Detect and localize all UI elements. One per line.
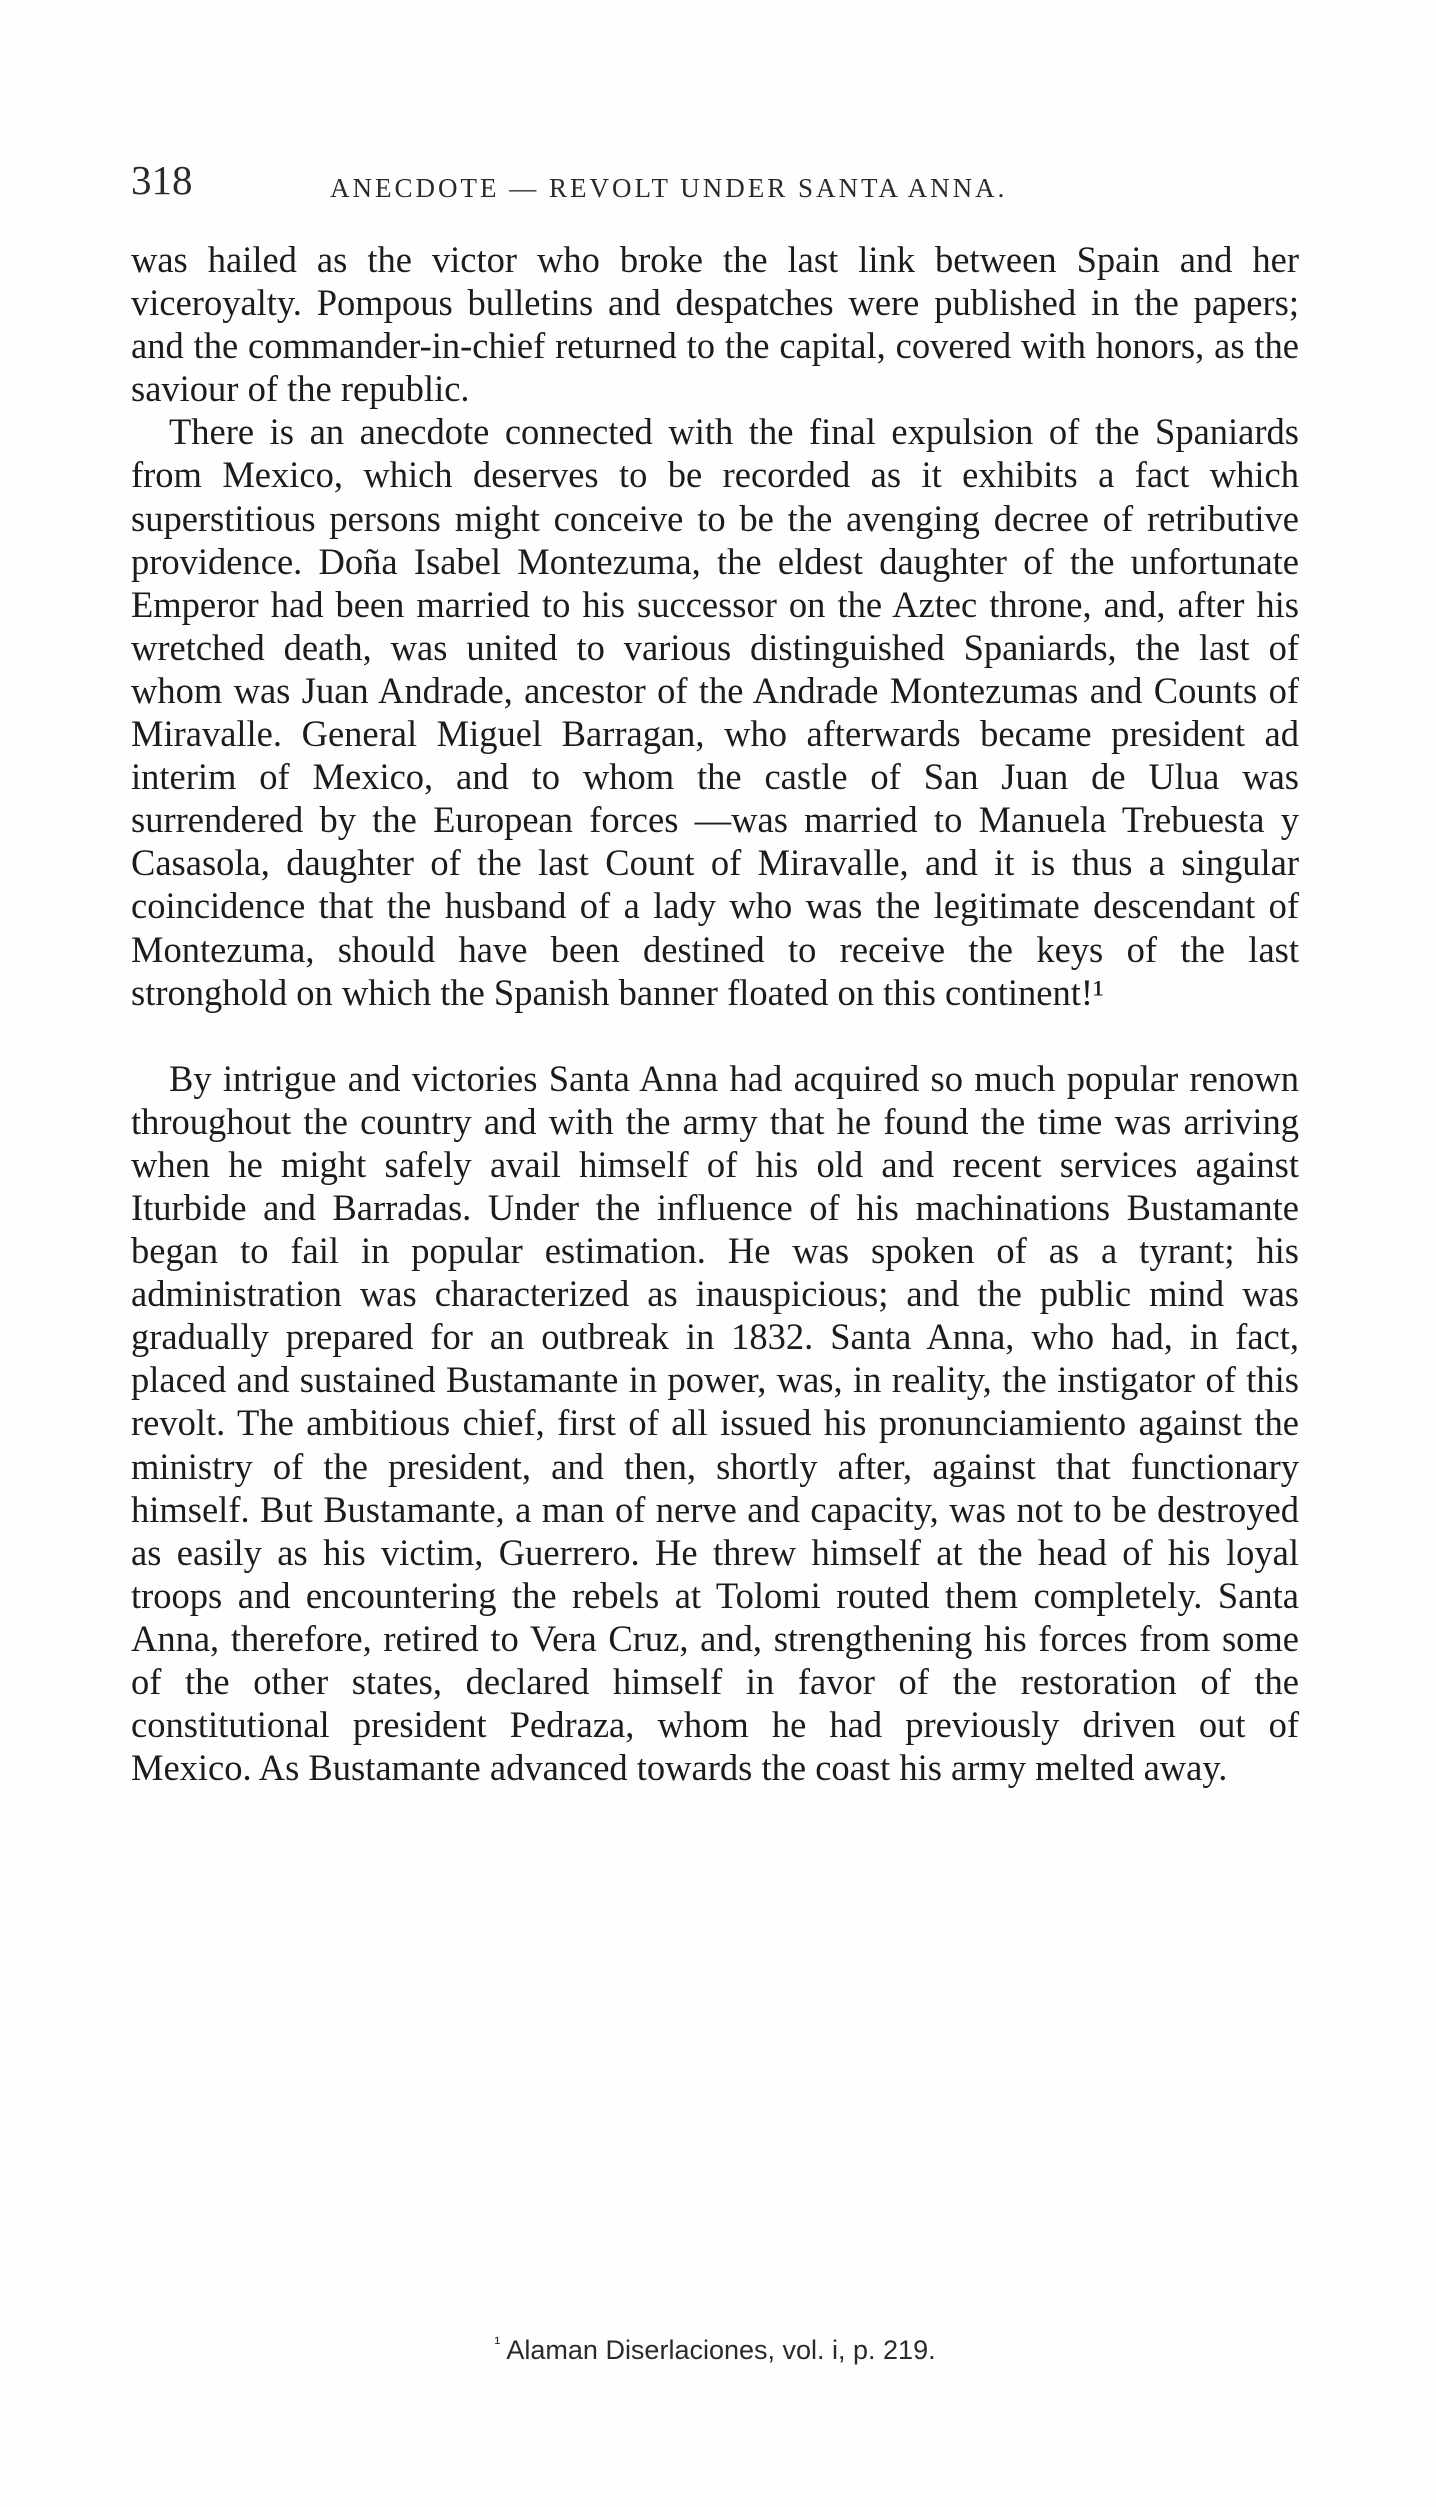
footnote xyxy=(131,2325,1299,2368)
running-head: ANECDOTE — REVOLT UNDER SANTA ANNA. xyxy=(330,173,1008,203)
page-number: 318 xyxy=(131,157,193,203)
footnote-text: Alaman Diserlaciones, vol. i, p. 219. xyxy=(506,2335,936,2365)
paragraph-revolt: By intrigue and victories Santa Anna had acquired so much popular renown throughout the country and with the army that he found the time was arriving when he might safely avail himself of his old and recent services against Iturbide and Barradas. Under the influence of his machinations Bustamante began to fail in popular estimation. He was spoken of as a tyrant; his administration was characterized as inauspicious; and the public mind was gradually prepared for an outbreak in 1832. Santa Anna, who had, in fact, placed and sustained Bustamante in power, was, in reality, the instigator of this revolt. The ambitious chief, first of all issued his pronunciamiento against the ministry of the president, and then, shortly after, against that functionary himself. But Bustamante, a man of nerve and capacity, was not to be destroyed as easily as his victim, Guerrero. He threw himself at the head of his loyal troops and encountering the rebels at Tolomi routed them completely. Santa Anna, therefore, retired to Vera Cruz, and, strengthening his forces from some of the other states, declared himself in favor of the restoration of the constitutional president Pedraza, whom he had previously driven out of Mexico. As Bustamante advanced towards the coast his army melted away. xyxy=(131,1057,1299,1789)
footnote-marker: ¹ xyxy=(494,2333,501,2353)
paragraph-anecdote: There is an anecdote connected with the final expulsion of the Spaniards from Mexico, which deserves to be recorded as it exhibits a fact which superstitious persons might conceive to be the avenging decree of retributive providence. Doña Isabel Montezuma, the eldest daughter of the unfortunate Emperor had been married to his successor on the Aztec throne, and, after his wretched death, was united to various distinguished Spaniards, the last of whom was Juan Andrade, ancestor of the Andrade Montezumas and Counts of Miravalle. General Miguel Barragan, who afterwards became president ad interim of Mexico, and to whom the castle of San Juan de Ulua was surrendered by the European forces —was married to Manuela Trebuesta y Casasola, daughter of the last Count of Miravalle, and it is thus a singular coincidence that the husband of a lady who was the legitimate descendant of Montezuma, should have been destined to receive the keys of the last stronghold on which the Spanish banner floated on this continent!¹ xyxy=(131,411,1299,1013)
paragraph-continuation: was hailed as the victor who broke the last link between Spain and her viceroyalty. Pompous bulletins and despatches were published in the papers; and the commander-in-chief returned to the capital, covered with honors, as the saviour of the republic. xyxy=(131,239,1299,410)
body-text xyxy=(131,238,1299,1789)
